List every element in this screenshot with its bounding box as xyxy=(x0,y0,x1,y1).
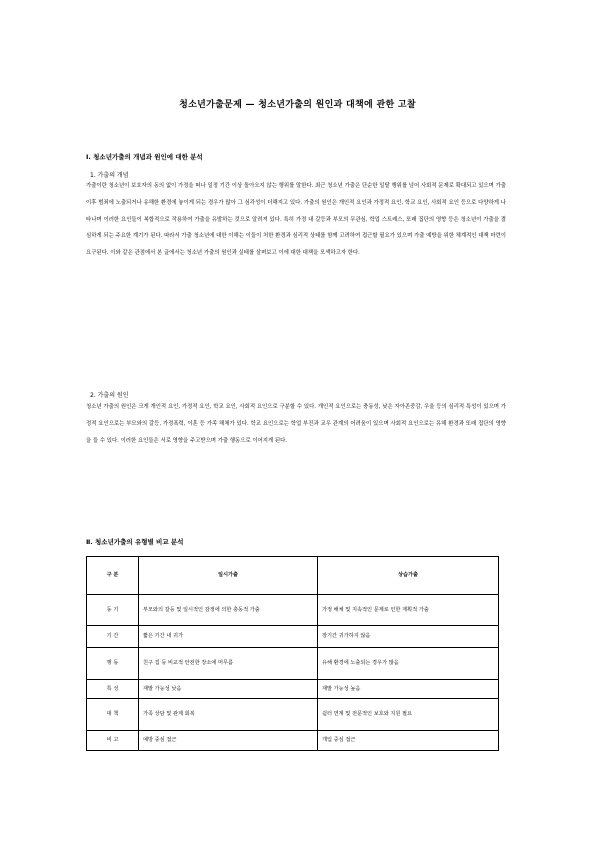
comparison-table xyxy=(86,556,499,751)
table-header-cell: 일시가출 xyxy=(139,557,318,595)
table-cell: 행 동 xyxy=(87,648,139,680)
section1-heading: Ⅰ. 청소년가출의 개념과 원인에 대한 분석 xyxy=(86,153,203,161)
table-cell: 개입 중심 접근 xyxy=(318,731,499,751)
table-cell: 짧은 기간 내 귀가 xyxy=(139,626,318,648)
table-cell: 가정 해체 및 지속적인 문제로 인한 계획적 가출 xyxy=(318,595,499,626)
table-cell: 예방 중심 접근 xyxy=(139,731,318,751)
table-cell: 대 책 xyxy=(87,699,139,731)
table-cell: 부모와의 갈등 및 일시적인 감정에 의한 충동적 가출 xyxy=(139,595,318,626)
table-row xyxy=(87,699,499,731)
document-title: 청소년가출문제 — 청소년가출의 원인과 대책에 관한 고찰 xyxy=(179,100,416,110)
table-row xyxy=(87,626,499,648)
table-row xyxy=(87,731,499,751)
table-cell: 재발 가능성 높음 xyxy=(318,680,499,699)
table-header-cell: 구 분 xyxy=(87,557,139,595)
section1-sub1-label: 1. 가출의 개념 xyxy=(90,172,129,179)
section1-sub1-body: 가출이란 청소년이 보호자의 동의 없이 가정을 떠나 일정 기간 이상 돌아오지 않는 행위를 말한다. 최근 청소년 가출은 단순한 일탈 행위를 넘어 사회적 문제로 확대되고 있으며 가출 이후 범죄에 노출되거나 유해한 환경에 놓이게 되는 경우가 많아 그 심각성이 더해지고 있다. 가출의 원인은 개인적 요인과 가정적 요인, 학교 요인, 사회적 요인 등으로 다양하게 나타나며 이러한 요인들이 복합적으로 작용하여 가출을 유발하는 것으로 알려져 있다. 특히 가정 내 갈등과 부모의 무관심, 학업 스트레스, 또래 집단의 영향 등은 청소년이 가출을 결심하게 되는 주요한 계기가 된다. 따라서 가출 청소년에 대한 이해는 이들이 처한 환경과 심리적 상태를 함께 고려하여 접근할 필요가 있으며 가출 예방을 위한 체계적인 대책 마련이 요구된다. 이와 같은 관점에서 본 글에서는 청소년 가출의 원인과 실태를 살펴보고 이에 대한 대책을 모색하고자 한다. xyxy=(86,183,508,257)
table-row xyxy=(87,680,499,699)
table-cell: 가족 상담 및 관계 회복 xyxy=(139,699,318,731)
table-cell: 비 고 xyxy=(87,731,139,751)
section1-sub2-body: 청소년 가출의 원인은 크게 개인적 요인, 가정적 요인, 학교 요인, 사회적 요인으로 구분할 수 있다. 개인적 요인으로는 충동성, 낮은 자아존중감, 우울 등의 심리적 특성이 있으며 가정적 요인으로는 부모와의 갈등, 가정폭력, 이혼 등 가족 해체가 있다. 학교 요인으로는 학업 부진과 교우 관계의 어려움이 있으며 사회적 요인으로는 유해 환경과 또래 집단의 영향을 들 수 있다. 이러한 요인들은 서로 영향을 주고받으며 가출 행동으로 이어지게 된다. xyxy=(86,404,506,444)
table-cell: 친구 집 등 비교적 안전한 장소에 머무름 xyxy=(139,648,318,680)
table-header-row xyxy=(87,557,499,595)
table-cell: 유해 환경에 노출되는 경우가 많음 xyxy=(318,648,499,680)
table-cell: 기 간 xyxy=(87,626,139,648)
table-cell: 동 기 xyxy=(87,595,139,626)
table-cell: 재발 가능성 낮음 xyxy=(139,680,318,699)
section1-sub2-label: 2. 가출의 원인 xyxy=(90,392,129,399)
table-cell: 특 성 xyxy=(87,680,139,699)
section2-heading: Ⅱ. 청소년가출의 유형별 비교 분석 xyxy=(86,538,184,546)
table-header-cell: 상습가출 xyxy=(318,557,499,595)
table-row xyxy=(87,648,499,680)
table-row xyxy=(87,595,499,626)
table-cell: 장기간 귀가하지 않음 xyxy=(318,626,499,648)
table-cell: 쉼터 연계 및 전문적인 보호와 지원 필요 xyxy=(318,699,499,731)
